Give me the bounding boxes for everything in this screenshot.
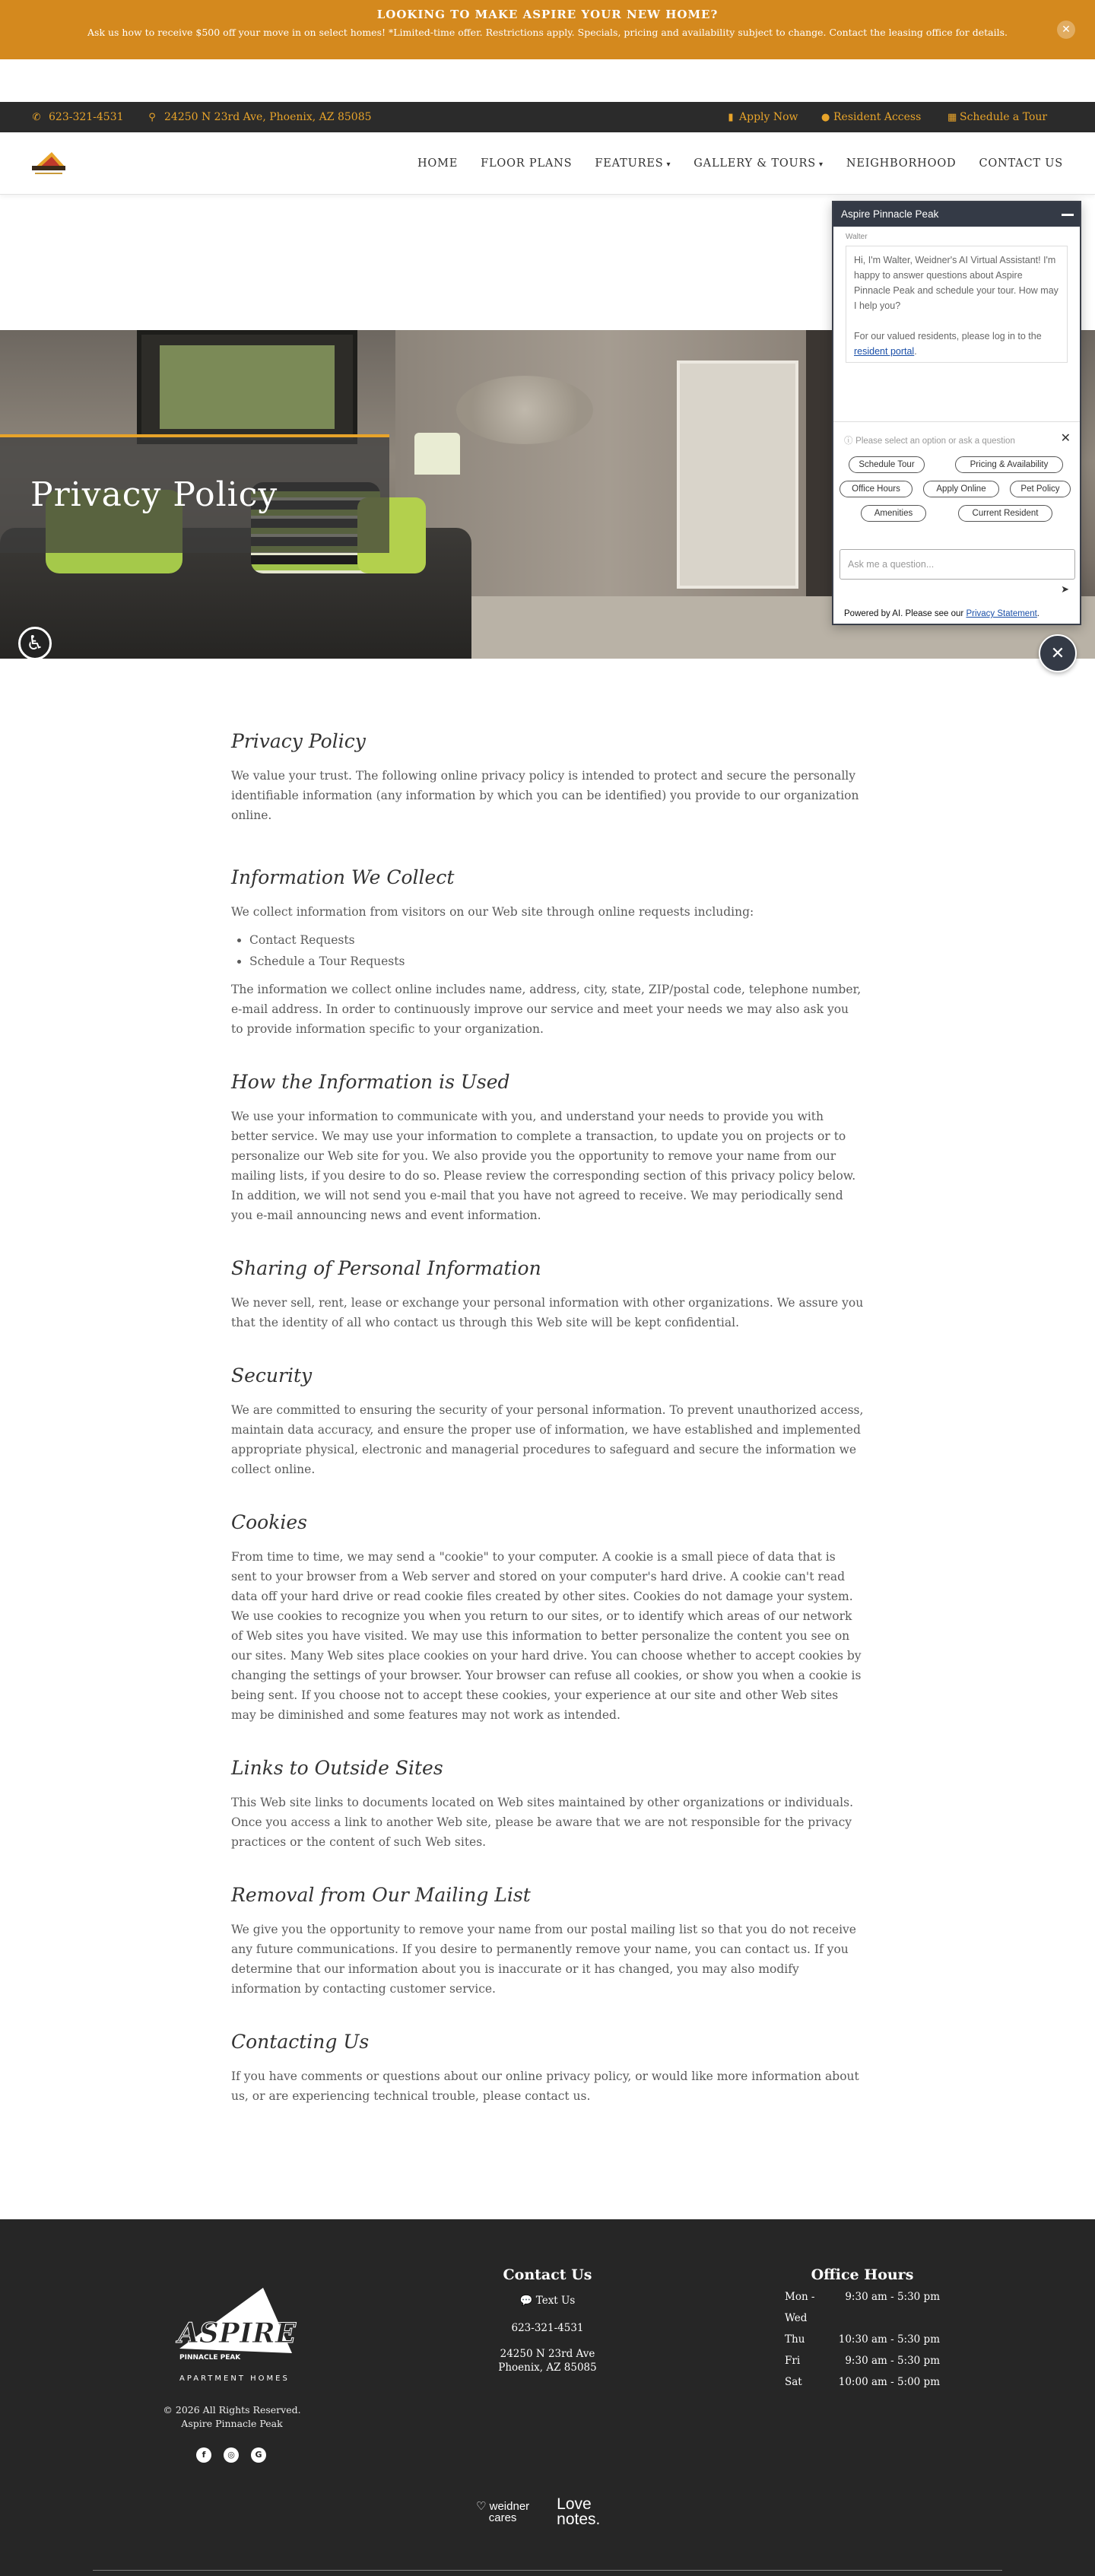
top-bar: [0, 102, 1095, 132]
chat-hint-text: Please select an option or ask a question: [855, 437, 1015, 446]
page-title: Privacy Policy: [30, 475, 278, 514]
hero-mirror: [456, 376, 593, 444]
chat-sender: Walter: [846, 233, 868, 241]
chip-schedule-tour[interactable]: Schedule Tour: [849, 456, 925, 473]
hours-day: Fri: [785, 2355, 801, 2367]
promo-heading: LOOKING TO MAKE ASPIRE YOUR NEW HOME?: [376, 8, 719, 21]
section-title: Security: [231, 1364, 313, 1386]
text-us-link[interactable]: [471, 2294, 624, 2308]
site-logo[interactable]: [29, 148, 68, 178]
section-paragraph: If you have comments or questions about our online privacy policy, or would like more information about us, or are experiencing technical trouble, please contact us.: [231, 2069, 859, 2103]
collect-list: [249, 929, 864, 972]
phone-text: 623-321-4531: [49, 111, 124, 123]
hours-row: [779, 2286, 946, 2329]
chat-greeting: Hi, I'm Walter, Weidner's AI Virtual Assistant! I'm happy to answer questions about Aspire Pinnacle Peak and schedule your tour. How may I help you?: [854, 255, 1058, 311]
hero-artwork: [137, 330, 357, 444]
section-title: Cookies: [231, 1511, 307, 1533]
section-paragraph: From time to time, we may send a "cookie" to your computer. A cookie is a small piece of data that is sent to your browser from a Web server and stored on your computer's hard drive. A cookie can't read data off your hard drive or read cookie files created by other sites. Cookies do not damage your system. We use cookies to recognize you when you return to our sites, or to identify which areas of our network of Web sites you have visited. We may use this information to better personalize the content you see on our sites. Many Web sites place cookies on your hard drive. You can choose whether to accept cookies by changing the settings of your browser. Your browser can refuse all cookies, or show you when a cookie is being sent. If you choose not to accept these cookies, your experience at our site and other Web sites may be diminished and some features may not work as intended.: [231, 1550, 862, 1722]
accessibility-icon[interactable]: ♿: [18, 627, 52, 659]
section-paragraph: We give you the opportunity to remove your name from our postal mailing list so that you do not receive any future communications. If you desire to permanently remove your name, you can contact us. If you determine that our information about you is inaccurate or it has changed, you may also modify information by contacting customer service.: [231, 1923, 856, 1996]
social-links: [196, 2447, 266, 2463]
list-item: • Contact Requests: [249, 929, 864, 951]
section-information-we-collect: [231, 866, 864, 1039]
main-nav: [0, 132, 1095, 195]
apply-now-link[interactable]: [727, 102, 798, 133]
partner-logos: [476, 2497, 600, 2527]
hours-time: 10:00 am - 5:00 pm: [838, 2376, 940, 2388]
chat-input[interactable]: Ask me a question...: [840, 549, 1075, 580]
schedule-tour-text: Schedule a Tour: [960, 111, 1048, 123]
heart-icon: ♡: [476, 2499, 487, 2513]
weidner-cares-line2: cares: [488, 2511, 517, 2524]
weidner-cares-logo[interactable]: [476, 2501, 529, 2524]
chat-bubble-icon: 💬: [519, 2295, 536, 2307]
facebook-icon[interactable]: f: [196, 2447, 211, 2463]
chat-divider: [833, 421, 1080, 422]
nav-home[interactable]: HOME: [417, 157, 459, 170]
weidner-cares-line1: weidner: [489, 2500, 530, 2513]
calendar-icon: ▦: [947, 112, 957, 123]
chat-title: Aspire Pinnacle Peak: [841, 208, 939, 220]
privacy-statement-link[interactable]: Privacy Statement: [966, 609, 1037, 618]
map-pin-icon: ⚲: [148, 112, 156, 123]
section-title: Privacy Policy: [231, 730, 366, 752]
chat-residents-text: For our valued residents, please log in to the: [854, 331, 1042, 341]
footer-phone[interactable]: 623-321-4531: [511, 2322, 584, 2334]
copyright: © 2026 All Rights Reserved. Aspire Pinnacle Peak: [163, 2404, 301, 2429]
close-icon[interactable]: ✕: [1060, 430, 1071, 445]
chevron-down-icon: ▾: [819, 160, 824, 169]
chip-office-hours[interactable]: Office Hours: [840, 481, 912, 497]
section-paragraph: We are committed to ensuring the security of your personal information. To prevent unauthorized access, maintain data accuracy, and ensure the proper use of information, we have established and implemented appropriate physical, electronic and managerial procedures to safeguard and secure the information we collect online.: [231, 1403, 864, 1476]
info-icon: ⓘ: [844, 435, 856, 446]
love-notes-line1: Love: [557, 2495, 592, 2513]
hours-row: [779, 2329, 946, 2350]
footer-contact: [471, 2266, 624, 2374]
footer-address-line2: Phoenix, AZ 85085: [498, 2362, 597, 2374]
send-icon[interactable]: ➤: [1061, 584, 1069, 596]
resident-access-text: Resident Access: [833, 111, 922, 123]
footer-divider: [93, 2570, 1002, 2571]
section-title: How the Information is Used: [231, 1071, 510, 1093]
section-title: Removal from Our Mailing List: [231, 1884, 531, 1906]
close-icon[interactable]: ✕: [1057, 21, 1075, 39]
nav-neighborhood[interactable]: NEIGHBORHOOD: [846, 157, 957, 170]
address-link[interactable]: [146, 102, 372, 133]
schedule-tour-link[interactable]: [947, 102, 1047, 133]
footer-logo-text: ASPIRE: [178, 2317, 297, 2349]
section-sharing: [231, 1257, 864, 1332]
section-paragraph: This Web site links to documents located on Web sites maintained by other organizations or individuals. Once you access a link to another Web site, please be aware that we are not responsible for the privacy practices or the content of such Web sites.: [231, 1796, 854, 1849]
hero-door: [677, 361, 798, 589]
hours-row: [779, 2350, 946, 2371]
footer-address-line1: 24250 N 23rd Ave: [500, 2348, 595, 2360]
phone-icon: ✆: [32, 112, 41, 123]
love-notes-line2: notes.: [557, 2511, 601, 2528]
hero-title-box: [0, 437, 389, 553]
nav-features[interactable]: [595, 157, 671, 170]
nav-gallery-label: GALLERY & TOURS: [694, 157, 816, 170]
hours-title: Office Hours: [811, 2266, 914, 2283]
chat-footer: Powered by AI. Please see our Privacy Statement.: [844, 609, 1039, 618]
chat-footer-text: Powered by AI. Please see our: [844, 609, 964, 618]
love-notes-logo[interactable]: [557, 2497, 600, 2527]
hours-time: 9:30 am - 5:30 pm: [845, 2291, 940, 2303]
address-text: 24250 N 23rd Ave, Phoenix, AZ 85085: [164, 111, 372, 123]
section-privacy-policy: [231, 730, 864, 825]
user-icon: ●: [821, 112, 830, 123]
resident-portal-link[interactable]: resident portal: [854, 346, 915, 357]
section-paragraph: We use your information to communicate with you, and understand your needs to provide you with better service. We may use your information to complete a transaction, to update you on projects or to personalize our Web site for you. We also provide you the opportunity to remove your name from our mailing lists, if you desire to do so. Please review the corresponding section of this privacy policy below. In addition, we will not send you e-mail that you have not agreed to receive. We may periodically send you e-mail announcing news and event information.: [231, 1110, 856, 1222]
chat-header: [833, 202, 1080, 227]
instagram-icon[interactable]: ◎: [224, 2447, 239, 2463]
section-how-used: [231, 1071, 864, 1225]
section-contacting-us: [231, 2031, 864, 2106]
section-title: Links to Outside Sites: [231, 1757, 443, 1779]
promo-text: Ask us how to receive $500 off your move in on select homes! *Limited-time offer. Restrictions apply. Specials, pricing and availability subject to change. Contact the leasing office for details.: [87, 27, 1008, 38]
resident-access-link[interactable]: [821, 102, 921, 133]
hours-time: 10:30 am - 5:30 pm: [838, 2333, 940, 2346]
section-paragraph: We never sell, rent, lease or exchange your personal information with other organizations. We assure you that the identity of all who contact us through this Web site will be kept confidential.: [231, 1296, 864, 1329]
nav-floor-plans[interactable]: FLOOR PLANS: [481, 157, 573, 170]
apply-now-text: Apply Now: [739, 111, 798, 123]
phone-link[interactable]: [30, 102, 124, 133]
nav-contact-us[interactable]: CONTACT US: [979, 157, 1063, 170]
chip-pricing-availability[interactable]: Pricing & Availability: [955, 456, 1063, 473]
chat-message: Hi, I'm Walter, Weidner's AI Virtual Assistant! I'm happy to answer questions about Aspire Pinnacle Peak and schedule your tour. How may I help you? For our valued residents, please log in to the resident portal.: [846, 246, 1068, 363]
section-paragraph: The information we collect online includes name, address, city, state, ZIP/postal code, telephone number, e-mail address. In order to continuously improve our service and meet your needs we may also ask you to provide information specific to your organization.: [231, 983, 862, 1036]
hours-day: Mon - Wed: [785, 2291, 815, 2324]
policy-content: [231, 730, 864, 2114]
chat-hint: [844, 434, 1015, 446]
section-title: Sharing of Personal Information: [231, 1257, 541, 1279]
section-outside-links: [231, 1757, 864, 1852]
site-footer: [0, 2219, 1095, 2576]
document-icon: ▮: [728, 112, 734, 123]
chip-current-resident[interactable]: Current Resident: [958, 505, 1052, 522]
list-item: • Schedule a Tour Requests: [249, 951, 864, 972]
nav-links: [395, 132, 1063, 195]
footer-hours: [779, 2266, 946, 2393]
hours-time: 9:30 am - 5:30 pm: [845, 2355, 940, 2367]
hours-day: Thu: [785, 2333, 805, 2346]
text-us-label: Text Us: [535, 2295, 576, 2307]
chip-pet-policy[interactable]: Pet Policy: [1010, 481, 1071, 497]
hero-artwork-inner: [160, 345, 335, 429]
chevron-down-icon: ▾: [666, 160, 671, 169]
section-paragraph: We collect information from visitors on our Web site through online requests including:: [231, 905, 754, 919]
minimize-icon[interactable]: [1062, 214, 1074, 216]
section-security: [231, 1364, 864, 1479]
chat-widget: [832, 201, 1081, 625]
section-title: Information We Collect: [231, 866, 455, 888]
section-paragraph: We value your trust. The following online privacy policy is intended to protect and secure the personally identifiable information (any information by which you can be identified) you provide to our organization online.: [231, 769, 859, 822]
chip-apply-online[interactable]: Apply Online: [923, 481, 999, 497]
footer-logo-tagline: APARTMENT HOMES: [179, 2374, 290, 2383]
hero-lamp: [414, 433, 460, 475]
section-title: Contacting Us: [231, 2031, 370, 2053]
contact-title: Contact Us: [503, 2266, 592, 2283]
nav-features-label: FEATURES: [595, 157, 664, 170]
hours-day: Sat: [785, 2376, 802, 2388]
footer-logo-subtext: PINNACLE PEAK: [179, 2354, 241, 2362]
nav-gallery-tours[interactable]: [694, 157, 824, 170]
chip-amenities[interactable]: Amenities: [861, 505, 926, 522]
footer-logo[interactable]: [164, 2280, 298, 2387]
chat-close-button[interactable]: ✕: [1039, 634, 1077, 672]
section-cookies: [231, 1511, 864, 1725]
hours-row: [779, 2371, 946, 2393]
google-icon[interactable]: G: [251, 2447, 266, 2463]
promo-banner: [0, 0, 1095, 59]
section-mailing-list: [231, 1884, 864, 1999]
